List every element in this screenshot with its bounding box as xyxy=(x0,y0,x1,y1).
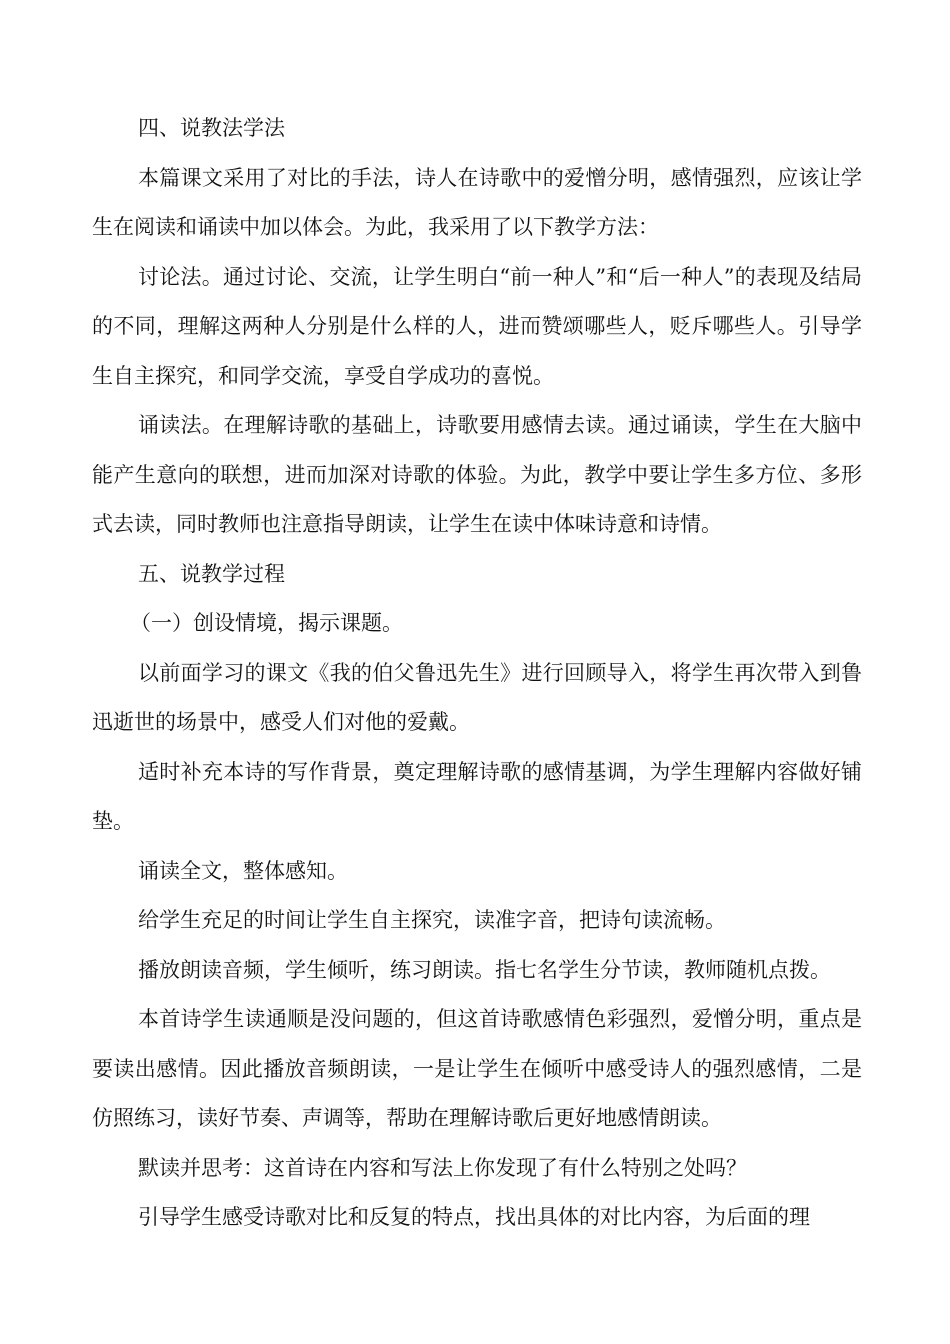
paragraph-discussion-method: 讨论法。通过讨论、交流，让学生明白“前一种人”和“后一种人”的表现及结局的不同，理解这两种人分别是什么样的人，进而赞颂哪些人，贬斥哪些人。引导学生自主探究，和同学交流，享受自学成功的喜悦。 xyxy=(92,264,862,388)
paragraph-contrast-technique: 本篇课文采用了对比的手法，诗人在诗歌中的爱憎分明，感情强烈，应该让学生在阅读和诵读中加以体会。为此，我采用了以下教学方法： xyxy=(92,165,862,239)
section-heading-teaching-process: 五、说教学过程 xyxy=(138,561,285,586)
paragraph-read-full-text: 诵读全文，整体感知。 xyxy=(138,858,348,883)
paragraph-guide-contrast: 引导学生感受诗歌对比和反复的特点，找出具体的对比内容，为后面的理 xyxy=(138,1205,810,1229)
paragraph-silent-reading: 默读并思考：这首诗在内容和写法上你发现了有什么特别之处吗？ xyxy=(138,1155,747,1180)
paragraph-independent-exploration: 给学生充足的时间让学生自主探究，读准字音，把诗句读流畅。 xyxy=(138,908,726,932)
paragraph-writing-background: 适时补充本诗的写作背景，奠定理解诗歌的感情基调，为学生理解内容做好铺垫。 xyxy=(92,759,862,833)
subsection-heading-create-scene: （一）创设情境，揭示课题。 xyxy=(130,611,403,635)
paragraph-read-with-emotion: 本首诗学生读通顺是没问题的，但这首诗歌感情色彩强烈，爱憎分明，重点是要读出感情。因此播放音频朗读，一是让学生在倾听中感受诗人的强烈感情，二是仿照练习，读好节奏、声调等，帮助在理解诗歌后更好地感情朗读。 xyxy=(92,1007,862,1130)
section-heading-teaching-methods: 四、说教法学法 xyxy=(138,116,285,140)
paragraph-review-introduction: 以前面学习的课文《我的伯父鲁迅先生》进行回顾导入，将学生再次带入到鲁迅逝世的场景中，感受人们对他的爱戴。 xyxy=(92,660,862,734)
paragraph-audio-playback: 播放朗读音频，学生倾听，练习朗读。指七名学生分节读，教师随机点拨。 xyxy=(138,957,831,982)
paragraph-recitation-method: 诵读法。在理解诗歌的基础上，诗歌要用感情去读。通过诵读，学生在大脑中能产生意向的联想，进而加深对诗歌的体验。为此，教学中要让学生多方位、多形式去读，同时教师也注意指导朗读，让学生在读中体味诗意和诗情。 xyxy=(92,413,862,536)
document-body xyxy=(92,104,862,1243)
